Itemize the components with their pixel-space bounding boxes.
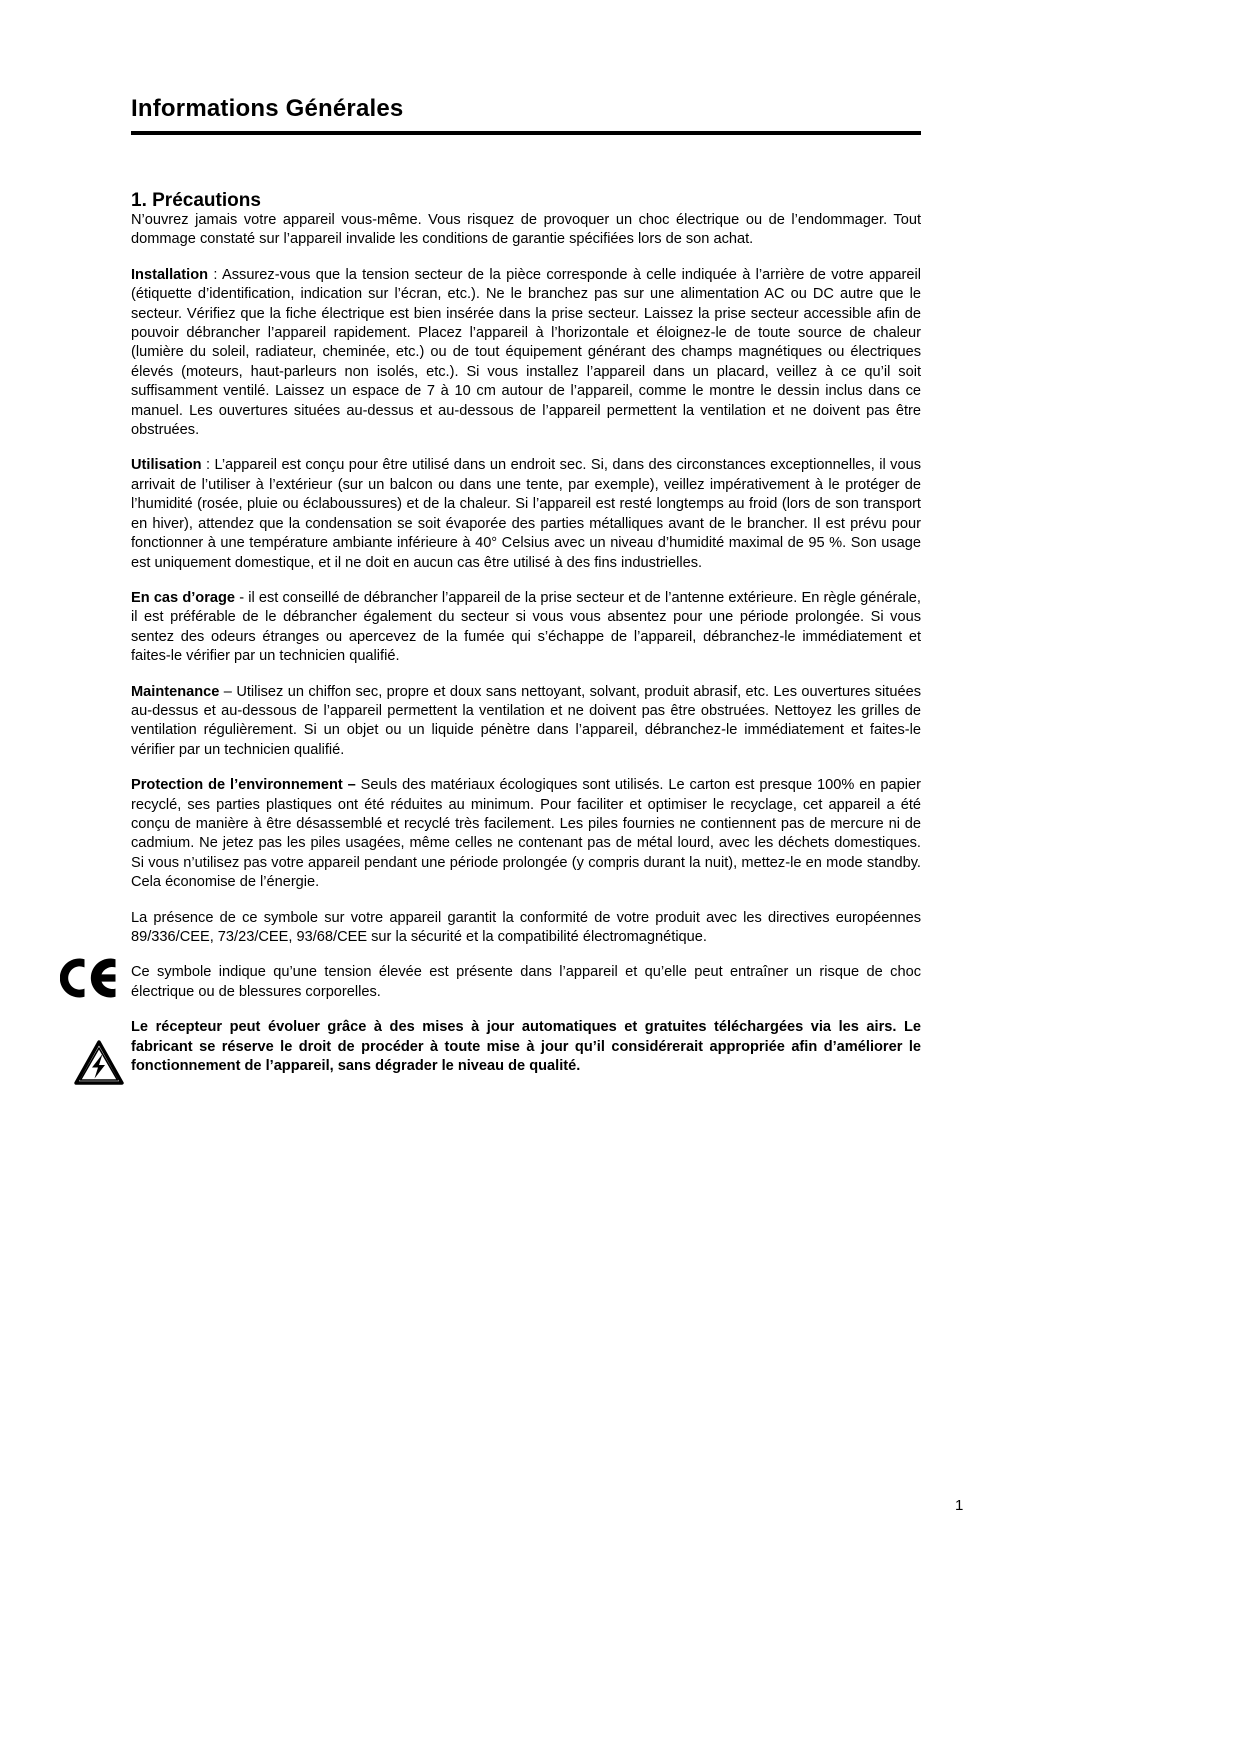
paragraph-utilisation-label: Utilisation — [131, 457, 202, 474]
document-body — [131, 211, 921, 1092]
section-title: 1. Précautions — [131, 190, 261, 211]
page-title: Informations Générales — [131, 95, 404, 122]
paragraph-orage-text: - il est conseillé de débrancher l’appareil de la prise secteur et de l’antenne extérieure. En règle générale, il est préférable de le débrancher également du secteur si vous vous absentez pour une période prolongée. Si vous sentez des odeurs étranges ou apercevez de la fumée qui s’échappe de l’appareil, débranchez-le immédiatement et faites-le vérifier par un technicien qualifié. — [131, 589, 921, 665]
paragraph-utilisation-text: : L’appareil est conçu pour être utilisé dans un endroit sec. Si, dans des circonstances exceptionnelles, il vous arrivait de l’utiliser à l’extérieur (sur un balcon ou dans une tente, par exemple), veillez impérativement à le protéger de l’humidité (rosée, pluie ou éclaboussures) et de la chaleur. Si l’appareil est resté longtemps au froid (lors de son transport en hiver), attendez que la condensation se soit évaporée des parties métalliques avant de le brancher. Il est prévu pour fonctionner à une température ambiante inférieure à 40° Celsius avec un niveau d’humidité maximal de 95 %. Son usage est uniquement domestique, et il ne doit en aucun cas être utilisé à des fins industrielles. — [131, 457, 921, 571]
paragraph-ce-notice: La présence de ce symbole sur votre appareil garantit la conformité de votre produit avec les directives européennes 89/336/CEE, 73/23/CEE, 93/68/CEE sur la sécurité et la compatibilité électromagnétique. — [131, 909, 921, 945]
paragraph-installation-label: Installation — [131, 266, 209, 283]
paragraph-high-voltage-notice: Ce symbole indique qu’une tension élevée est présente dans l’appareil et qu’elle peut entraîner un risque de choc électrique ou de blessures corporelles. — [131, 964, 921, 1000]
paragraph-installation — [131, 266, 921, 441]
document-header — [131, 95, 921, 135]
paragraph-environnement-text: Seuls des matériaux écologiques sont utilisés. Le carton est presque 100% en papier recyclé, ses parties plastiques ont été réduites au minimum. Pour faciliter et optimiser le recyclage, cet appareil a été conçu de manière à être désassemblé et recyclé très facilement. Les piles fournies ne contiennent pas de mercure ni de cadmium. Ne jetez pas les piles usagées, même celles ne contenant pas de métal lourd, avec les déchets domestiques. Si vous n’utilisez pas votre appareil pendant une période prolongée (y compris durant la nuit), mettez-le en mode standby. Cela économise de l’énergie. — [131, 777, 921, 891]
ce-mark-icon — [60, 956, 116, 1000]
high-voltage-warning-icon — [74, 1040, 124, 1086]
header-divider — [131, 131, 921, 135]
paragraph-maintenance-label: Maintenance — [131, 683, 220, 700]
paragraph-maintenance — [131, 683, 921, 761]
paragraph-orage — [131, 589, 921, 667]
paragraph-installation-text: : Assurez-vous que la tension secteur de la pièce corresponde à celle indiquée à l’arrière de votre appareil (étiquette d’identification, indication sur l’écran, etc.). Ne le branchez pas sur une alimentation AC ou DC autre que le secteur. Vérifiez que la fiche électrique est bien insérée dans la prise secteur. Laissez la prise secteur accessible afin de pouvoir débrancher l’appareil rapidement. Placez l’appareil à l’horizontale et éloignez-le de toute source de chaleur (lumière du soleil, radiateur, cheminée, etc.) ou de tout équipement générant des champs magnétiques ou électriques élevés (moteurs, haut-parleurs non isolés, etc.). Si vous installez l’appareil dans un placard, veillez à ce qu’il soit suffisamment ventilé. Laissez un espace de 7 à 10 cm autour de l’appareil, comme le montre le dessin inclus dans ce manuel. Les ouvertures situées au-dessus et au-dessous de l’appareil permettent la ventilation et ne doivent pas être obstruées. — [131, 266, 921, 439]
page-number: 1 — [955, 1497, 964, 1514]
paragraph-orage-label: En cas d’orage — [131, 589, 236, 606]
paragraph-maintenance-text: – Utilisez un chiffon sec, propre et doux sans nettoyant, solvant, produit abrasif, etc. Les ouvertures situées au-dessus et au-dessous de l’appareil permettent la ventilation et ne doivent pas être obstruées. Nettoyez les grilles de ventilation régulièrement. Si un objet ou un liquide pénètre dans l’appareil, débranchez-le immédiatement et faites-le vérifier par un technicien qualifié. — [131, 683, 921, 758]
paragraph-environnement — [131, 776, 921, 892]
paragraph-update-notice: Le récepteur peut évoluer grâce à des mises à jour automatiques et gratuites téléchargées via les airs. Le fabricant se réserve le droit de procéder à toute mise à jour qu’il considérerait appropriée afin d’améliorer le fonctionnement de l’appareil, sans dégrader le niveau de qualité. — [131, 1019, 921, 1075]
paragraph-environnement-label: Protection de l’environnement – — [131, 777, 356, 794]
paragraph-intro: N’ouvrez jamais votre appareil vous-même. Vous risquez de provoquer un choc électrique ou de l’endommager. Tout dommage constaté sur l’appareil invalide les conditions de garantie spécifiées lors de son achat. — [131, 212, 921, 248]
paragraph-utilisation — [131, 456, 921, 572]
